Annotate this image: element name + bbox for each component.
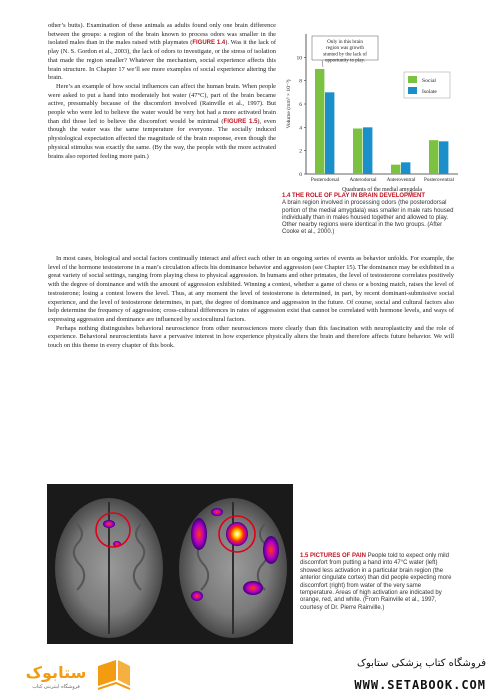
shop-url-link[interactable]: WWW.SETABOOK.COM xyxy=(354,678,486,692)
callout-text: opportunity to play. xyxy=(325,57,365,64)
paragraph-2: Here’s an example of how social influences can affect the human brain. When people were asked to put a hand into moderately hot water (47°C), part of the brain became active, presumably because of the discomfort involved (Rainville et al., 1997). But people who were led to believe the water would be very hot had a more activated brain than did those led to believe the discomfort would be minimal (FIGURE 1.5), even though the water was the same temperature for everyone. The socially induced physiological expectation affected the magnitude of the brain response, even though the physical stimulus was exactly the same. (By the way, the people with the more activated brains also reported feeling more pain.) xyxy=(48,82,276,160)
y-axis-label: Volume (mm³ × 10⁻³) xyxy=(286,79,292,129)
bar-social xyxy=(315,69,324,174)
figure-number: 1.5 xyxy=(300,553,309,559)
left-brain-scan xyxy=(55,498,163,638)
paragraph-4: Perhaps nothing distinguishes behavioral neuroscience from other neurosciences more clearly than this fascination with neuroplasticity and the role of experience. Behavioral neuroscientists have a pervasive interest in how experience physically alters the brain and therefore affects future behavior. We will touch on this theme in every chapter of this book. xyxy=(48,324,454,350)
category-label: Posterodorsal xyxy=(310,177,340,183)
category-label: Anteroventral xyxy=(386,177,416,183)
y-tick-label: 2 xyxy=(299,148,302,155)
y-tick-label: 6 xyxy=(299,102,302,108)
bar-isolate xyxy=(439,141,448,174)
callout-text: stunted by the lack of xyxy=(323,51,367,58)
x-axis-label: Quadrants of the medial amygdala xyxy=(342,187,422,193)
paragraph-3: In most cases, biological and social factors continually interact and affect each other in an ongoing series of events as behavior unfolds. For example, the level of the hormone testosterone in a man’s circulation affects his dominance behavior and aggression (see Chapter 15). The dominance may be exhibited in a great variety of social settings, ranging from playing chess to physical aggression. In humans and other primates, the level of testosterone correlates positively with the degree of dominance and with the amount of aggression exhibited. Winning a contest, whether a game of chess or a boxing match, raises the level of testosterone; losing a contest lowers the level. Thus, at any moment the level of testosterone is determined, in part, by recent dominant-submissive social experience, and the level of testosterone determines, in part, the degree of dominance and aggression in the future. Of course, social and cultural factors also help determine the frequency of aggression; cross-cultural differences in rates of aggression exist that cannot be correlated with hormone levels, and ways of expressing aggression and dominance are influenced by sociocultural factors. xyxy=(48,255,454,323)
bar-isolate xyxy=(401,162,410,174)
figure-title: THE ROLE OF PLAY IN BRAIN DEVELOPMENT xyxy=(292,193,426,199)
logo-sub-text: فروشگاه اینترنتی کتاب xyxy=(32,684,80,690)
y-tick-label: 10 xyxy=(296,55,302,62)
figure-caption-text: People told to expect only mild discomfort from putting a hand into 47°C water (left) showed less activation in a particular brain region (the anterior cingulate cortex) than did people expecting more discomfort (right) from water of the very same temperature. Areas of high activation are indicated by orange, red, and white. (From Rainville et al., 1997, courtesy of Dr. Pierre Rainville.) xyxy=(300,553,452,611)
bar-social xyxy=(353,129,362,175)
figure-1-5-reference[interactable]: FIGURE 1.5 xyxy=(223,118,258,125)
book-icon xyxy=(98,660,130,689)
bar-social xyxy=(391,165,400,174)
bar-isolate xyxy=(363,127,372,174)
figure-title: PICTURES OF PAIN xyxy=(310,553,366,559)
figure-1-5-brain-scans xyxy=(47,484,293,644)
y-tick-label: 8 xyxy=(299,78,302,85)
callout-text: Only in this brain xyxy=(327,39,363,45)
bar-isolate xyxy=(325,92,334,174)
y-tick-label: 4 xyxy=(299,125,302,132)
category-label: Anterodorsal xyxy=(349,177,377,183)
bar-social xyxy=(429,140,438,174)
figure-1-4-reference[interactable]: FIGURE 1.4 xyxy=(192,40,226,47)
figure-number: 1.4 xyxy=(282,193,291,199)
callout-text: region was growth xyxy=(326,45,364,52)
legend-label: Social xyxy=(422,78,436,84)
legend-swatch xyxy=(408,76,417,83)
figure-1-4-caption xyxy=(282,193,458,237)
body-text-column xyxy=(48,22,276,161)
body-text-wide xyxy=(48,255,454,351)
figure-1-4-bar-chart xyxy=(282,22,462,197)
category-label: Posteroventral xyxy=(424,177,454,183)
setabook-logo[interactable] xyxy=(12,656,132,694)
logo-main-text: ستابوک xyxy=(25,663,87,682)
paragraph-1: other’s butts). Examination of these animals as adults found only one brain difference between the groups: a region of the brain known to process odors was smaller in the isolated males than in the males raised with playmates (FIGURE 1.4). Was it the lack of play (N. S. Gordon et al., 2003), the lack of odors to investigate, or the stress of isolation that made the region smaller? Whatever the mechanism, social experience affects this brain structure. In Chapter 17 we’ll see more examples of social experience altering the brain. xyxy=(48,22,276,82)
legend-swatch xyxy=(408,87,417,94)
figure-caption-text: A brain region involved in processing odors (the posterodorsal portion of the medial amygdala) was smaller in male rats housed individually than in males housed together and allowed to play. Other nearby regions were identical in the two groups. (After Cooke et al., 2000.) xyxy=(282,200,454,236)
right-brain-scan xyxy=(179,498,287,638)
y-tick-label: 0 xyxy=(299,172,302,178)
shop-title: فروشگاه کتاب پزشکی ستابوک xyxy=(357,658,486,669)
publisher-footer xyxy=(0,648,500,700)
legend-label: Isolate xyxy=(422,89,437,95)
callout-leader-line xyxy=(322,60,323,67)
figure-1-5-caption xyxy=(300,553,455,612)
